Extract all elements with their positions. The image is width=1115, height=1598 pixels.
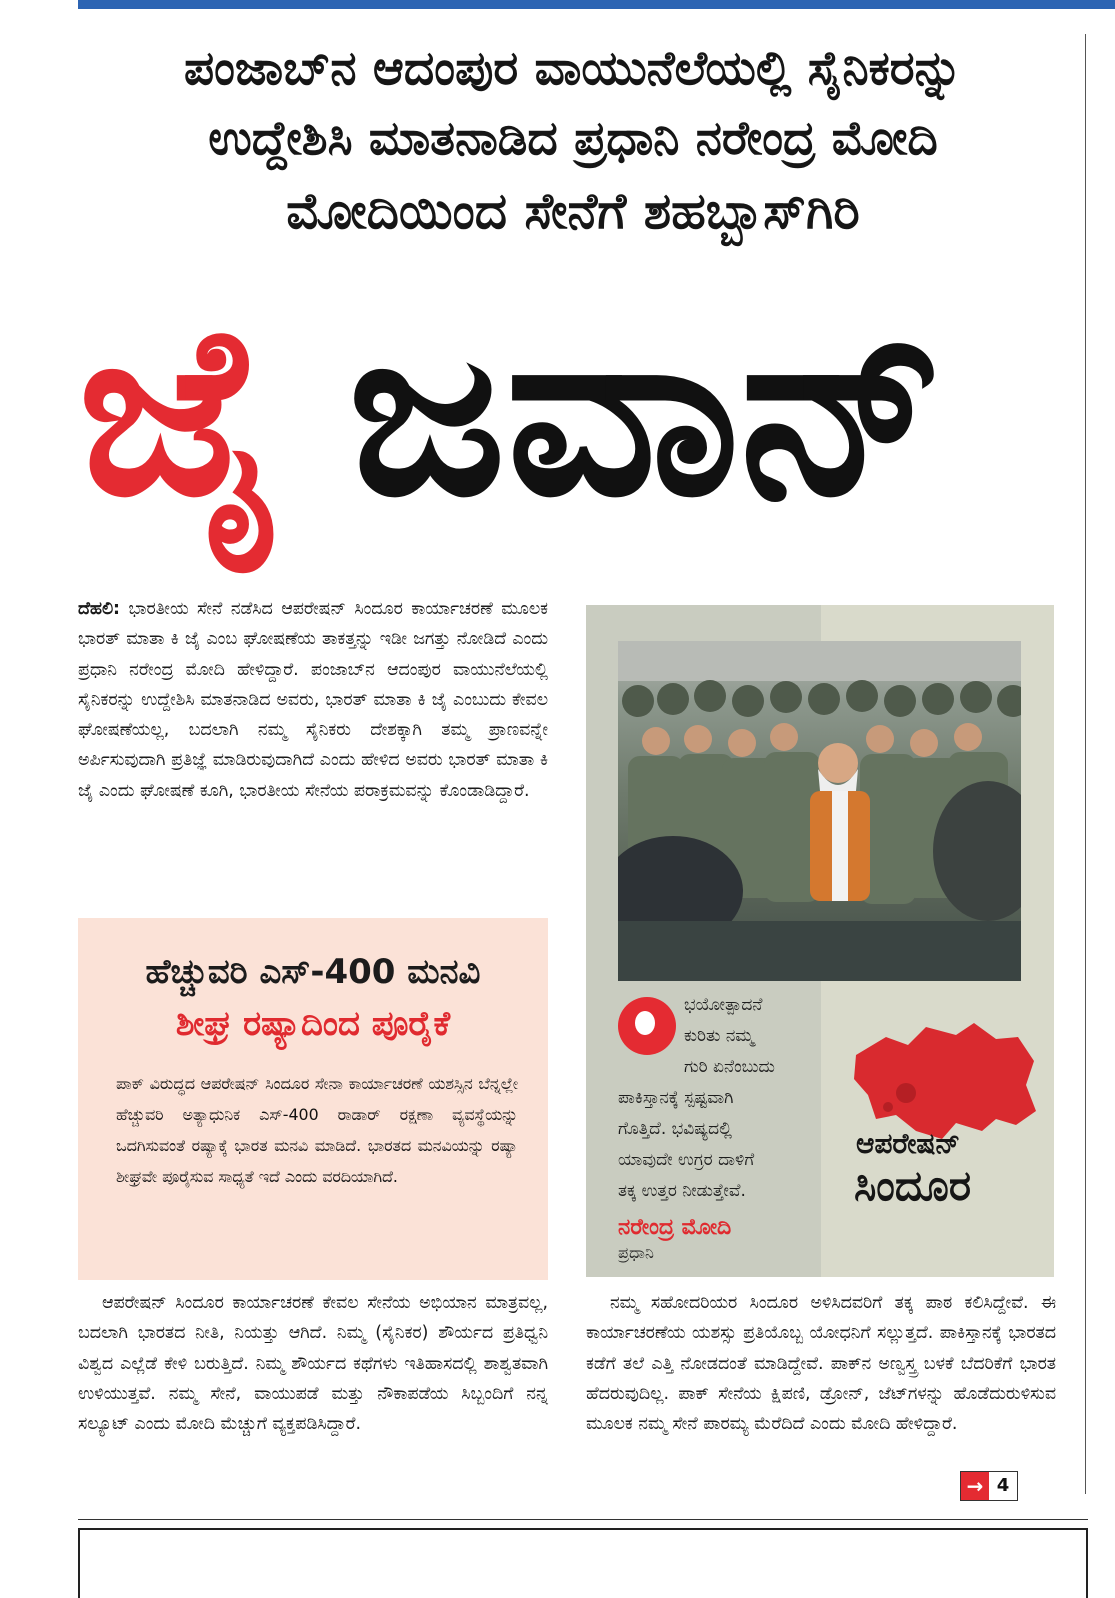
headline-line-2: ಉದ್ದೇಶಿಸಿ ಮಾತನಾಡಿದ ಪ್ರಧಾನಿ ನರೇಂದ್ರ ಮೋದಿ [208, 111, 938, 166]
quote-line-3: ಗುರಿ ಏನೆಂಬುದು [684, 1057, 775, 1077]
next-article-frame [78, 1528, 1088, 1598]
quote-text-bottom [618, 1083, 754, 1207]
quote-line-5: ಗೊತ್ತಿದೆ. ಭವಿಷ್ಯದಲ್ಲಿ [618, 1119, 732, 1139]
dateline: ದೆಹಲಿ: [78, 599, 121, 619]
lead-paragraph [78, 594, 548, 806]
page-reference-number: 4 [996, 1475, 1010, 1496]
sidebox-title-2: ಶೀಘ್ರ ರಷ್ಯಾದಿಂದ ಪೂರೈಕೆ [175, 1004, 451, 1044]
column-rule [1085, 34, 1086, 1494]
logo-text-operation: ಆಪರೇಷನ್ [856, 1127, 961, 1160]
quote-text-top [684, 990, 775, 1083]
quote-speaker-name: ನರೇಂದ್ರ ಮೋದಿ [618, 1215, 732, 1240]
logo-text-sindoor: ಸಿಂದೂರ [854, 1161, 972, 1210]
quote-speaker-title: ಪ್ರಧಾನಿ [618, 1243, 654, 1262]
bottom-left-paragraph: ಆಪರೇಷನ್ ಸಿಂದೂರ ಕಾರ್ಯಾಚರಣೆ ಕೇವಲ ಸೇನೆಯ ಅಭಿಯಾನ ಮಾತ್ರವಲ್ಲ, ಬದಲಾಗಿ ಭಾರತದ ನೀತಿ, ನಿಯತ್ತು ಆಗಿದೆ. ನಿಮ್ಮ (ಸೈನಿಕರ) ಶೌರ್ಯದ ಪ್ರತಿಧ್ವನಿ ವಿಶ್ವದ ಎಲ್ಲೆಡೆ ಕೇಳಿ ಬರುತ್ತಿದೆ. ನಿಮ್ಮ ಶೌರ್ಯದ ಕಥೆಗಳು ಇತಿಹಾಸದಲ್ಲಿ ಶಾಶ್ವತವಾಗಿ ಉಳಿಯುತ್ತವೆ. ನಮ್ಮ ಸೇನೆ, ವಾಯುಪಡೆ ಮತ್ತು ನೌಕಾಪಡೆಯ ಸಿಬ್ಬಂದಿಗೆ ನನ್ನ ಸಲ್ಯೂಟ್ ಎಂದು ಮೋದಿ ಮೆಚ್ಚುಗೆ ವ್ಯಕ್ತಪಡಿಸಿದ್ದಾರೆ. [78, 1293, 548, 1435]
bottom-right-paragraph: ನಮ್ಮ ಸಹೋದರಿಯರ ಸಿಂದೂರ ಅಳಿಸಿದವರಿಗೆ ತಕ್ಕ ಪಾಠ ಕಲಿಸಿದ್ದೇವೆ. ಈ ಕಾರ್ಯಾಚರಣೆಯ ಯಶಸ್ಸು ಪ್ರತಿಯೊಬ್ಬ ಯೋಧನಿಗೆ ಸಲ್ಲುತ್ತದೆ. ಪಾಕಿಸ್ತಾನಕ್ಕೆ ಭಾರತದ ಕಡೆಗೆ ತಲೆ ಎತ್ತಿ ನೋಡದಂತೆ ಮಾಡಿದ್ದೇವೆ. ಪಾಕ್‌ನ ಅಣ್ವಸ್ತ್ರ ಬಳಕೆ ಬೆದರಿಕೆಗೆ ಭಾರತ ಹೆದರುವುದಿಲ್ಲ. ಪಾಕ್ ಸೇನೆಯ ಕ್ಷಿಪಣಿ, ಡ್ರೋನ್, ಜೆಟ್‌ಗಳನ್ನು ಹೊಡೆದುರುಳಿಸುವ ಮೂಲಕ ನಮ್ಮ ಸೇನೆ ಪಾರಮ್ಯ ಮೆರೆದಿದೆ ಎಂದು ಮೋದಿ ಹೇಳಿದ್ದಾರೆ. [586, 1293, 1056, 1435]
quote-line-6: ಯಾವುದೇ ಉಗ್ರರ ದಾಳಿಗೆ [618, 1150, 755, 1170]
lead-text: ಭಾರತೀಯ ಸೇನೆ ನಡೆಸಿದ ಆಪರೇಷನ್ ಸಿಂದೂರ ಕಾರ್ಯಾಚರಣೆ ಮೂಲಕ ಭಾರತ್ ಮಾತಾ ಕಿ ಜೈ ಎಂಬ ಘೋಷಣೆಯ ತಾಕತ್ತನ್ನು ಇಡೀ ಜಗತ್ತು ನೋಡಿದೆ ಎಂದು ಪ್ರಧಾನಿ ನರೇಂದ್ರ ಮೋದಿ ಹೇಳಿದ್ದಾರೆ. ಪಂಜಾಬ್‌ನ ಆದಂಪುರ ವಾಯುನೆಲೆಯಲ್ಲಿ ಸೈನಿಕರನ್ನು ಉದ್ದೇಶಿಸಿ ಮಾತನಾಡಿದ ಅವರು, ಭಾರತ್ ಮಾತಾ ಕಿ ಜೈ ಎಂಬುದು ಕೇವಲ ಘೋಷಣೆಯಲ್ಲ, ಬದಲಾಗಿ ನಮ್ಮ ಸೈನಿಕರು ದೇಶಕ್ಕಾಗಿ ತಮ್ಮ ಪ್ರಾಣವನ್ನೇ ಅರ್ಪಿಸುವುದಾಗಿ ಪ್ರತಿಜ್ಞೆ ಮಾಡಿರುವುದಾಗಿದೆ ಎಂದು ಹೇಳಿದ ಅವರು ಭಾರತ್ ಮಾತಾ ಕಿ ಜೈ ಎಂದು ಘೋಷಣೆ ಕೂಗಿ, ಭಾರತೀಯ ಸೇನೆಯ ಪರಾಕ್ರಮವನ್ನು ಕೊಂಡಾಡಿದ್ದಾರೆ. [78, 599, 548, 801]
sidebox-title-1: ಹೆಚ್ಚುವರಿ ಎಸ್-400 ಮನವಿ [145, 952, 481, 992]
page-reference[interactable] [960, 1471, 1018, 1501]
quote-icon [618, 997, 676, 1055]
quote-line-1: ಭಯೋತ್ಪಾದನೆ [684, 995, 763, 1015]
main-headline-black: ಜವಾನ್ [348, 275, 947, 548]
sidebox [78, 918, 548, 1280]
top-color-bar [78, 0, 1115, 9]
headline-line-3: ಮೋದಿಯಿಂದ ಸೇನೆಗೆ ಶಹಬ್ಬಾಸ್‌ಗಿರಿ [286, 182, 860, 240]
bottom-rule [78, 1519, 1088, 1520]
news-photo [618, 641, 1021, 981]
photo-quote-panel [586, 605, 1054, 1277]
arrow-right-icon: → [961, 1472, 989, 1500]
photo-crowd-illustration [618, 641, 1021, 981]
quote-line-2: ಕುರಿತು ನಮ್ಮ [684, 1026, 754, 1046]
quote-line-4: ಪಾಕಿಸ್ತಾನಕ್ಕೆ ಸ್ಪಷ್ಟವಾಗಿ [618, 1088, 734, 1108]
main-headline [78, 262, 1068, 582]
quote-line-7: ತಕ್ಕ ಉತ್ತರ ನೀಡುತ್ತೇವೆ. [618, 1181, 746, 1201]
sidebox-body: ಪಾಕ್ ವಿರುದ್ಧದ ಆಪರೇಷನ್ ಸಿಂದೂರ ಸೇನಾ ಕಾರ್ಯಾಚರಣೆ ಯಶಸ್ಸಿನ ಬೆನ್ನಲ್ಲೇ ಹೆಚ್ಚುವರಿ ಅತ್ಯಾಧುನಿಕ ಎಸ್-400 ರಾಡಾರ್ ರಕ್ಷಣಾ ವ್ಯವಸ್ಥೆಯನ್ನು ಒದಗಿಸುವಂತೆ ರಷ್ಯಾಕ್ಕೆ ಭಾರತ ಮನವಿ ಮಾಡಿದೆ. ಭಾರತದ ಮನವಿಯನ್ನು ರಷ್ಯಾ ಶೀಘ್ರವೇ ಪೂರೈಸುವ ಸಾಧ್ಯತೆ ಇದೆ ಎಂದು ವರದಿಯಾಗಿದೆ. [116, 1074, 518, 1186]
headline-line-1: ಪಂಜಾಬ್‌ನ ಆದಂಪುರ ವಾಯುನೆಲೆಯಲ್ಲಿ ಸೈನಿಕರನ್ನು [183, 41, 963, 96]
main-headline-red: ಜೈ [78, 275, 285, 548]
